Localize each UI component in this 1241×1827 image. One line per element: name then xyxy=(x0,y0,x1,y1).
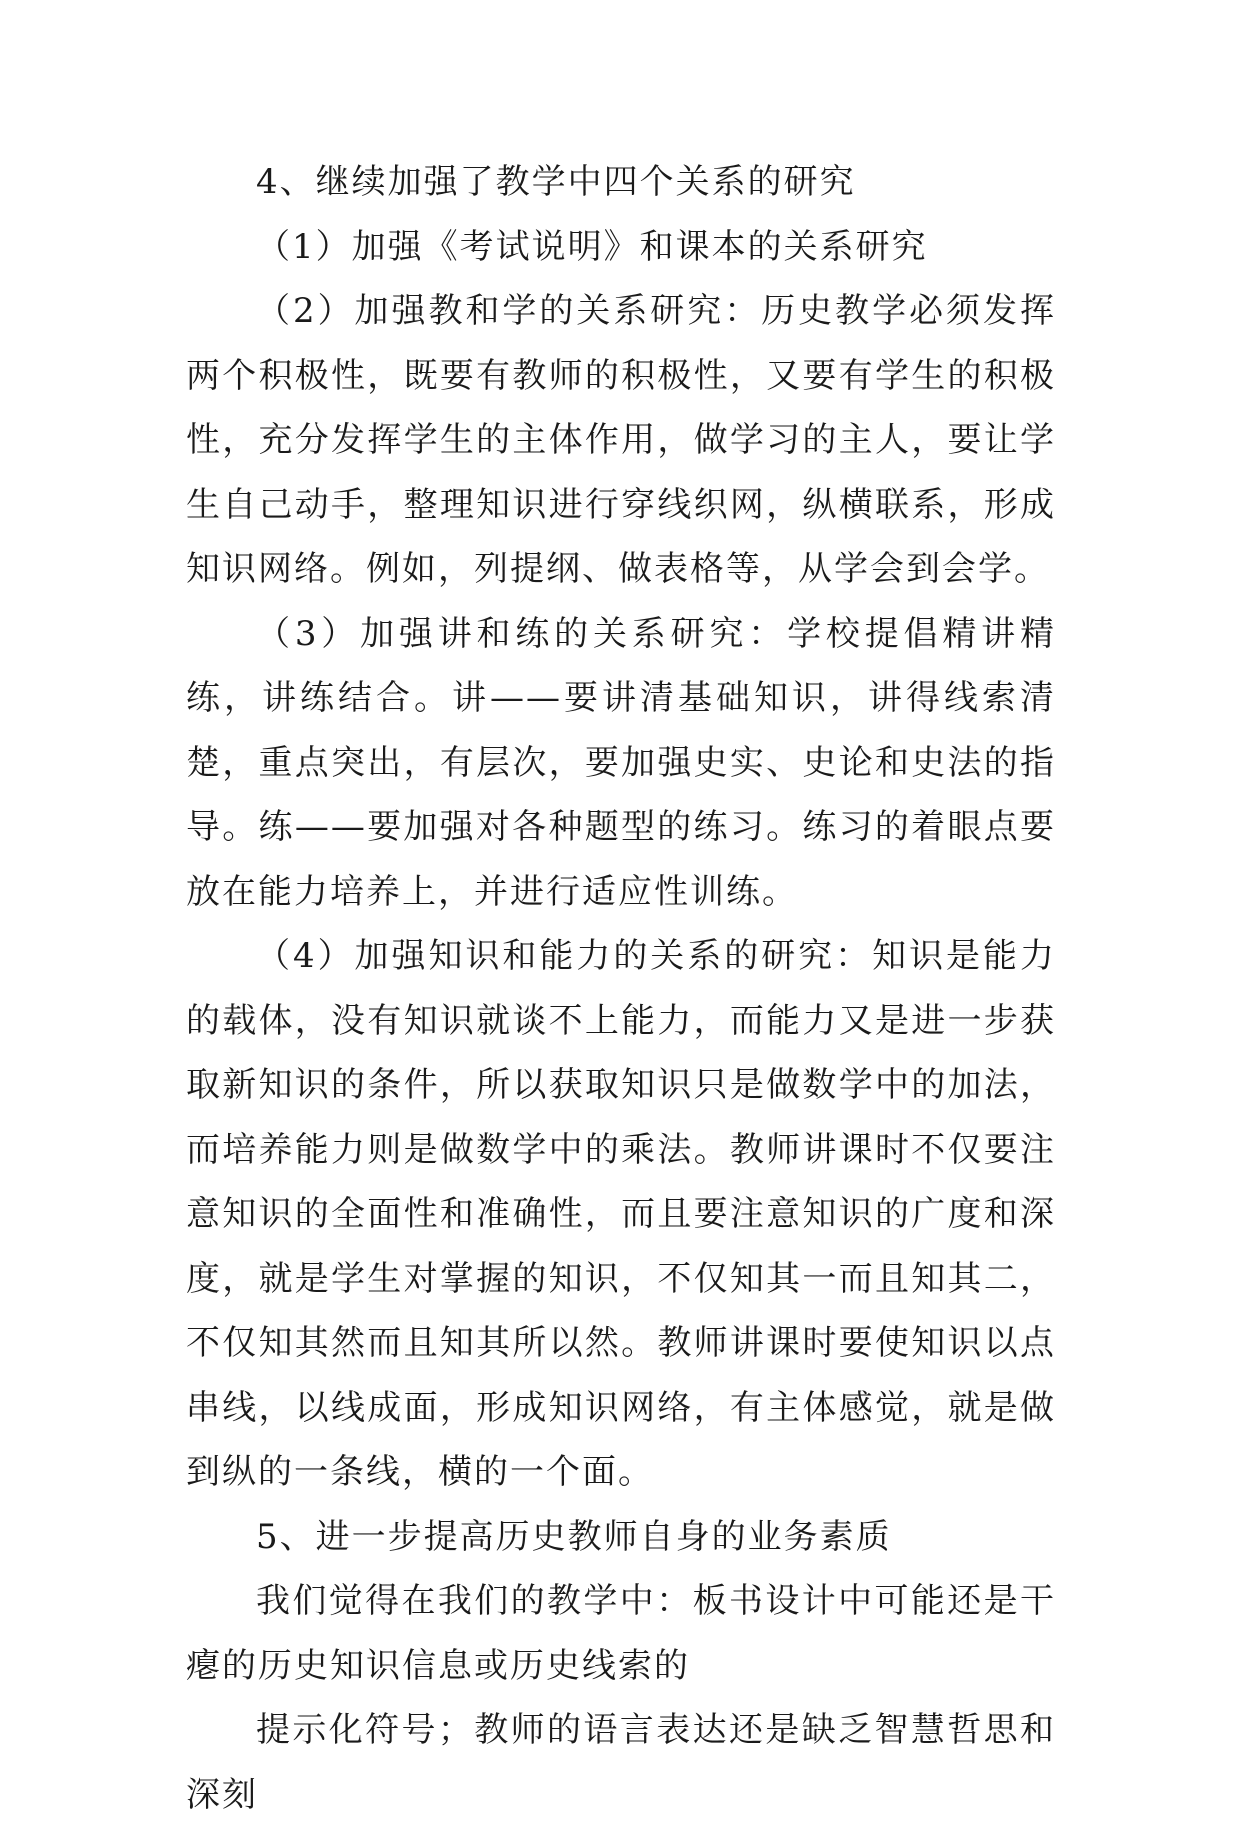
body-paragraph: 我们觉得在我们的教学中：板书设计中可能还是干瘪的历史知识信息或历史线索的 xyxy=(186,1581,1056,1686)
subsection-item-1: （1）加强《考试说明》和课本的关系研究 xyxy=(256,226,928,267)
body-paragraph: 提示化符号；教师的语言表达还是缺乏智慧哲思和深刻 xyxy=(186,1710,1056,1815)
document-body xyxy=(186,150,1056,1827)
subsection-item-2: （2）加强教和学的关系研究：历史教学必须发挥两个积极性，既要有教师的积极性，又要有学生的积极性，充分发挥学生的主体作用，做学习的主人，要让学生自己动手，整理知识进行穿线织网，纵横联系，形成知识网络。例如，列提纲、做表格等，从学会到会学。 xyxy=(186,291,1056,589)
subsection-item-4: （4）加强知识和能力的关系的研究：知识是能力的载体，没有知识就谈不上能力，而能力又是进一步获取新知识的条件，所以获取知识只是做数学中的加法，而培养能力则是做数学中的乘法。教师讲课时不仅要注意知识的全面性和准确性，而且要注意知识的广度和深度，就是学生对掌握的知识，不仅知其一而且知其二，不仅知其然而且知其所以然。教师讲课时要使知识以点串线，以线成面，形成知识网络，有主体感觉，就是做到纵的一条线，横的一个面。 xyxy=(186,936,1056,1492)
section-heading-4: 4、继续加强了教学中四个关系的研究 xyxy=(256,162,856,202)
subsection-item-3: （3）加强讲和练的关系研究：学校提倡精讲精练，讲练结合。讲——要讲清基础知识，讲得线索清楚，重点突出，有层次，要加强史实、史论和史法的指导。练——要加强对各种题型的练习。练习的着眼点要放在能力培养上，并进行适应性训练。 xyxy=(186,613,1056,912)
section-heading-5: 5、进一步提高历史教师自身的业务素质 xyxy=(256,1516,892,1557)
